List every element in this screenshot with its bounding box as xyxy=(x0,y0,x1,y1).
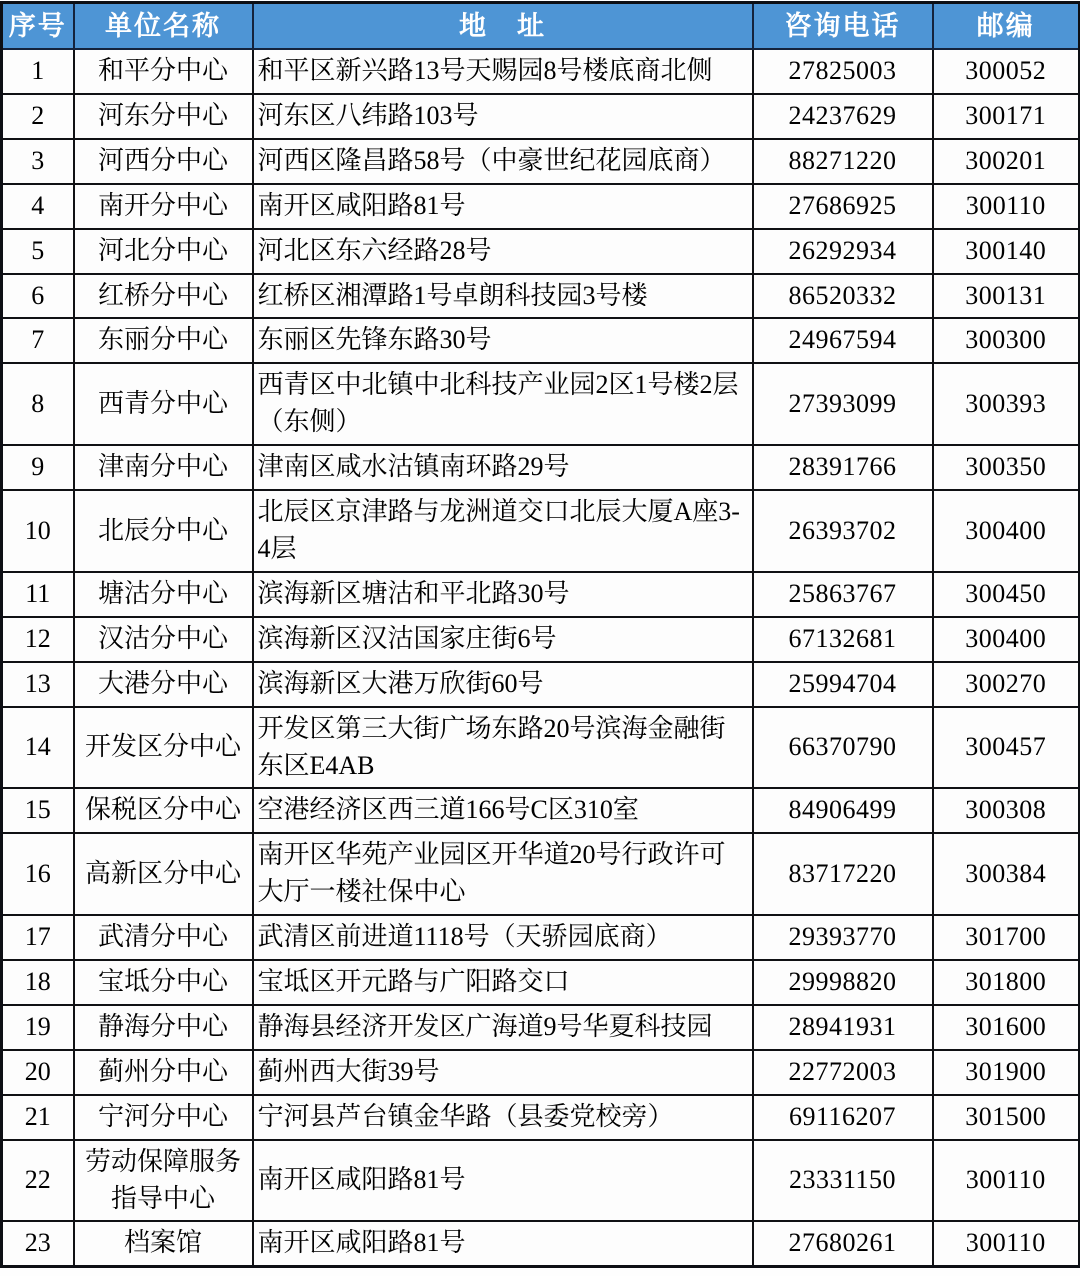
table-row xyxy=(2,1005,1080,1050)
cell-no: 15 xyxy=(2,788,74,833)
cell-name: 保税区分中心 xyxy=(74,788,253,833)
header-cell-no: 序号 xyxy=(2,3,74,50)
cell-phone: 22772003 xyxy=(753,1050,933,1095)
cell-name: 西青分中心 xyxy=(74,363,253,445)
cell-address: 南开区咸阳路81号 xyxy=(253,1221,753,1266)
cell-name: 武清分中心 xyxy=(74,915,253,960)
cell-address: 河北区东六经路28号 xyxy=(253,229,753,274)
header-cell-phone: 咨询电话 xyxy=(753,3,933,50)
cell-address: 津南区咸水沽镇南环路29号 xyxy=(253,445,753,490)
cell-phone: 25863767 xyxy=(753,572,933,617)
cell-zip: 300110 xyxy=(933,184,1080,229)
cell-name: 北辰分中心 xyxy=(74,490,253,572)
cell-zip: 300270 xyxy=(933,662,1080,707)
cell-phone: 66370790 xyxy=(753,707,933,789)
cell-zip: 300393 xyxy=(933,363,1080,445)
cell-address: 宁河县芦台镇金华路（县委党校旁） xyxy=(253,1095,753,1140)
cell-zip: 300201 xyxy=(933,139,1080,184)
cell-no: 18 xyxy=(2,960,74,1005)
cell-phone: 69116207 xyxy=(753,1095,933,1140)
cell-address: 和平区新兴路13号天赐园8号楼底商北侧 xyxy=(253,49,753,94)
cell-phone: 84906499 xyxy=(753,788,933,833)
table-row xyxy=(2,363,1080,445)
cell-no: 19 xyxy=(2,1005,74,1050)
table-row xyxy=(2,445,1080,490)
table-row xyxy=(2,49,1080,94)
cell-name: 津南分中心 xyxy=(74,445,253,490)
cell-no: 6 xyxy=(2,274,74,319)
table-row xyxy=(2,707,1080,789)
cell-name: 塘沽分中心 xyxy=(74,572,253,617)
cell-name: 蓟州分中心 xyxy=(74,1050,253,1095)
table-row xyxy=(2,1140,1080,1222)
cell-address: 南开区咸阳路81号 xyxy=(253,1140,753,1222)
cell-address: 东丽区先锋东路30号 xyxy=(253,318,753,363)
cell-phone: 83717220 xyxy=(753,833,933,915)
cell-address: 武清区前进道1118号（天骄园底商） xyxy=(253,915,753,960)
cell-zip: 300052 xyxy=(933,49,1080,94)
table-row xyxy=(2,229,1080,274)
cell-address: 河东区八纬路103号 xyxy=(253,94,753,139)
cell-no: 23 xyxy=(2,1221,74,1266)
cell-address: 开发区第三大街广场东路20号滨海金融街东区E4AB xyxy=(253,707,753,789)
cell-no: 7 xyxy=(2,318,74,363)
cell-no: 11 xyxy=(2,572,74,617)
cell-zip: 300384 xyxy=(933,833,1080,915)
cell-zip: 300140 xyxy=(933,229,1080,274)
cell-phone: 23331150 xyxy=(753,1140,933,1222)
table-row xyxy=(2,572,1080,617)
cell-address: 滨海新区塘沽和平北路30号 xyxy=(253,572,753,617)
cell-phone: 29998820 xyxy=(753,960,933,1005)
table-row xyxy=(2,833,1080,915)
header-cell-address: 地 址 xyxy=(253,3,753,50)
cell-no: 10 xyxy=(2,490,74,572)
cell-address: 河西区隆昌路58号（中豪世纪花园底商） xyxy=(253,139,753,184)
cell-address: 南开区咸阳路81号 xyxy=(253,184,753,229)
cell-no: 4 xyxy=(2,184,74,229)
cell-name: 南开分中心 xyxy=(74,184,253,229)
header-cell-zip: 邮编 xyxy=(933,3,1080,50)
cell-no: 16 xyxy=(2,833,74,915)
cell-phone: 25994704 xyxy=(753,662,933,707)
cell-no: 8 xyxy=(2,363,74,445)
cell-no: 2 xyxy=(2,94,74,139)
cell-address: 空港经济区西三道166号C区310室 xyxy=(253,788,753,833)
cell-phone: 27686925 xyxy=(753,184,933,229)
cell-phone: 27393099 xyxy=(753,363,933,445)
cell-zip: 301800 xyxy=(933,960,1080,1005)
table-row xyxy=(2,617,1080,662)
table-row xyxy=(2,1050,1080,1095)
header-cell-name: 单位名称 xyxy=(74,3,253,50)
table-row xyxy=(2,960,1080,1005)
cell-no: 17 xyxy=(2,915,74,960)
cell-no: 21 xyxy=(2,1095,74,1140)
cell-zip: 300110 xyxy=(933,1140,1080,1222)
cell-phone: 27825003 xyxy=(753,49,933,94)
table-row xyxy=(2,915,1080,960)
table-row xyxy=(2,490,1080,572)
cell-zip: 301600 xyxy=(933,1005,1080,1050)
cell-zip: 300400 xyxy=(933,490,1080,572)
cell-zip: 301700 xyxy=(933,915,1080,960)
cell-name: 静海分中心 xyxy=(74,1005,253,1050)
cell-zip: 300171 xyxy=(933,94,1080,139)
cell-zip: 300350 xyxy=(933,445,1080,490)
cell-no: 12 xyxy=(2,617,74,662)
cell-name: 河西分中心 xyxy=(74,139,253,184)
cell-no: 3 xyxy=(2,139,74,184)
cell-phone: 26292934 xyxy=(753,229,933,274)
cell-zip: 300110 xyxy=(933,1221,1080,1266)
table-row xyxy=(2,1095,1080,1140)
cell-phone: 26393702 xyxy=(753,490,933,572)
table-body xyxy=(2,49,1080,1267)
cell-name: 东丽分中心 xyxy=(74,318,253,363)
cell-phone: 27680261 xyxy=(753,1221,933,1266)
table-row xyxy=(2,94,1080,139)
cell-zip: 301500 xyxy=(933,1095,1080,1140)
cell-zip: 300450 xyxy=(933,572,1080,617)
table-row xyxy=(2,318,1080,363)
cell-address: 滨海新区大港万欣街60号 xyxy=(253,662,753,707)
cell-name: 大港分中心 xyxy=(74,662,253,707)
table-row xyxy=(2,788,1080,833)
cell-name: 宁河分中心 xyxy=(74,1095,253,1140)
cell-address: 西青区中北镇中北科技产业园2区1号楼2层（东侧） xyxy=(253,363,753,445)
table-row xyxy=(2,184,1080,229)
table-row xyxy=(2,139,1080,184)
cell-name: 宝坻分中心 xyxy=(74,960,253,1005)
cell-zip: 300400 xyxy=(933,617,1080,662)
cell-zip: 301900 xyxy=(933,1050,1080,1095)
cell-phone: 28391766 xyxy=(753,445,933,490)
cell-no: 22 xyxy=(2,1140,74,1222)
cell-zip: 300308 xyxy=(933,788,1080,833)
cell-address: 宝坻区开元路与广阳路交口 xyxy=(253,960,753,1005)
cell-phone: 28941931 xyxy=(753,1005,933,1050)
cell-name: 红桥分中心 xyxy=(74,274,253,319)
cell-phone: 86520332 xyxy=(753,274,933,319)
cell-zip: 300131 xyxy=(933,274,1080,319)
cell-name: 汉沽分中心 xyxy=(74,617,253,662)
cell-address: 北辰区京津路与龙洲道交口北辰大厦A座3-4层 xyxy=(253,490,753,572)
cell-name: 劳动保障服务指导中心 xyxy=(74,1140,253,1222)
cell-address: 红桥区湘潭路1号卓朗科技园3号楼 xyxy=(253,274,753,319)
cell-phone: 29393770 xyxy=(753,915,933,960)
cell-name: 高新区分中心 xyxy=(74,833,253,915)
cell-no: 14 xyxy=(2,707,74,789)
cell-no: 20 xyxy=(2,1050,74,1095)
cell-address: 静海县经济开发区广海道9号华夏科技园 xyxy=(253,1005,753,1050)
cell-name: 河东分中心 xyxy=(74,94,253,139)
cell-address: 滨海新区汉沽国家庄街6号 xyxy=(253,617,753,662)
header-row xyxy=(2,3,1080,50)
service-centers-table xyxy=(0,1,1080,1268)
cell-phone: 24237629 xyxy=(753,94,933,139)
cell-no: 9 xyxy=(2,445,74,490)
table-row xyxy=(2,1221,1080,1266)
cell-no: 13 xyxy=(2,662,74,707)
table-row xyxy=(2,662,1080,707)
cell-address: 蓟州西大街39号 xyxy=(253,1050,753,1095)
cell-no: 1 xyxy=(2,49,74,94)
cell-name: 开发区分中心 xyxy=(74,707,253,789)
cell-name: 档案馆 xyxy=(74,1221,253,1266)
cell-name: 和平分中心 xyxy=(74,49,253,94)
cell-zip: 300300 xyxy=(933,318,1080,363)
cell-name: 河北分中心 xyxy=(74,229,253,274)
cell-zip: 300457 xyxy=(933,707,1080,789)
cell-phone: 88271220 xyxy=(753,139,933,184)
cell-no: 5 xyxy=(2,229,74,274)
cell-phone: 67132681 xyxy=(753,617,933,662)
table-row xyxy=(2,274,1080,319)
cell-phone: 24967594 xyxy=(753,318,933,363)
cell-address: 南开区华苑产业园区开华道20号行政许可大厅一楼社保中心 xyxy=(253,833,753,915)
